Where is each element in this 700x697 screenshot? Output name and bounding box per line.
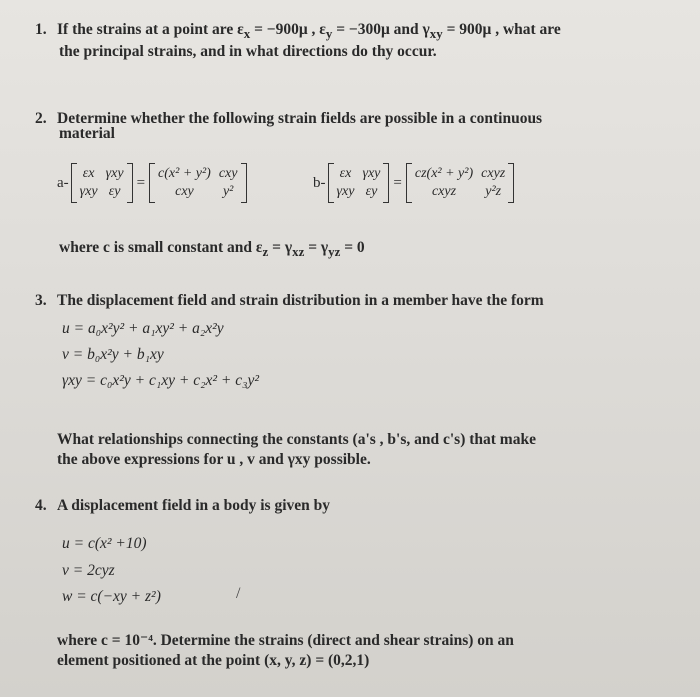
matrix-cell: cxy	[175, 184, 194, 199]
q3-text: The displacement field and strain distribution in a member have the form	[57, 292, 544, 309]
matrix-cell: εy	[365, 184, 378, 199]
where-text: = γ	[304, 239, 329, 256]
matrix-cell: cxyz	[431, 184, 457, 199]
equation-u: u = c(x² +10)	[62, 535, 147, 552]
q4-text2: element positioned at the point (x, y, z) = (0,2,1)	[57, 652, 370, 669]
strain-matrix-b: b- εx γxy γxy εy = cz(x² + y²) cxyz cxyz y²z	[313, 163, 514, 203]
subscript: xz	[292, 244, 305, 260]
equation-u: u = a₀x²y² + a₁xy² + a₂x²y	[62, 320, 224, 337]
matrix-cell: cz(x² + y²)	[414, 166, 474, 181]
matrix-cell: γxy	[105, 166, 124, 181]
matrix-cell: y²z	[485, 184, 502, 199]
q3-text2: the above expressions for u , v and γxy possible.	[57, 451, 371, 468]
equation-w: w = c(−xy + z²)	[62, 588, 161, 605]
question-number: 3.	[35, 292, 47, 309]
q1-text-b: = −900μ , ε	[250, 21, 326, 38]
where-text: = γ	[268, 239, 293, 256]
q1-text-d: = 900μ , what are	[442, 21, 561, 38]
equation-gamma: γxy = c₀x²y + c₁xy + c₂x² + c₃y²	[62, 372, 259, 389]
q2-text: Determine whether the following strain fields are possible in a continuous	[57, 110, 543, 127]
question-number: 1.	[35, 21, 47, 38]
pen-mark: /	[236, 585, 241, 602]
q2-where	[59, 239, 365, 261]
q4-text: A displacement field in a body is given by	[57, 497, 331, 514]
q4-text1: where c = 10⁻⁴. Determine the strains (direct and shear strains) on an	[57, 632, 514, 649]
matrix-cell: εx	[339, 166, 352, 181]
question-number: 4.	[35, 497, 47, 514]
equation-v: v = b₀x²y + b₁xy	[62, 346, 164, 363]
question-4	[35, 497, 330, 515]
q3-text1: What relationships connecting the constants (a's , b's, and c's) that make	[57, 431, 536, 448]
label-b: b-	[313, 174, 326, 191]
subscript: x	[243, 26, 251, 42]
question-number: 2.	[35, 110, 47, 127]
matrix-cell: γxy	[79, 184, 98, 199]
matrix-cell: γxy	[362, 166, 381, 181]
question-1	[35, 21, 561, 43]
q1-line2: the principal strains, and in what directions do thy occur.	[59, 43, 437, 60]
strain-matrix-a: a- εx γxy γxy εy = c(x² + y²) cxy cxy y²	[57, 163, 247, 203]
subscript: xy	[429, 26, 443, 42]
matrix-cell: γxy	[336, 184, 355, 199]
matrix-cell: y²	[222, 184, 234, 199]
matrix-cell: cxyz	[481, 166, 506, 181]
q2-line2: material	[59, 125, 115, 142]
q1-text-c: = −300μ and γ	[332, 21, 430, 38]
subscript: yz	[328, 244, 341, 260]
matrix-cell: εx	[82, 166, 95, 181]
matrix-cell: c(x² + y²)	[158, 166, 211, 181]
label-a: a-	[57, 174, 69, 191]
matrix-cell: cxy	[218, 166, 238, 181]
where-text: where c is small constant and ε	[59, 239, 263, 256]
subscript: y	[325, 26, 333, 42]
matrix-cell: εy	[108, 184, 121, 199]
subscript: z	[262, 244, 269, 260]
where-text: = 0	[340, 239, 365, 256]
equation-v: v = 2cyz	[62, 562, 115, 579]
question-3	[35, 292, 544, 310]
q1-text-a: If the strains at a point are ε	[57, 21, 244, 38]
